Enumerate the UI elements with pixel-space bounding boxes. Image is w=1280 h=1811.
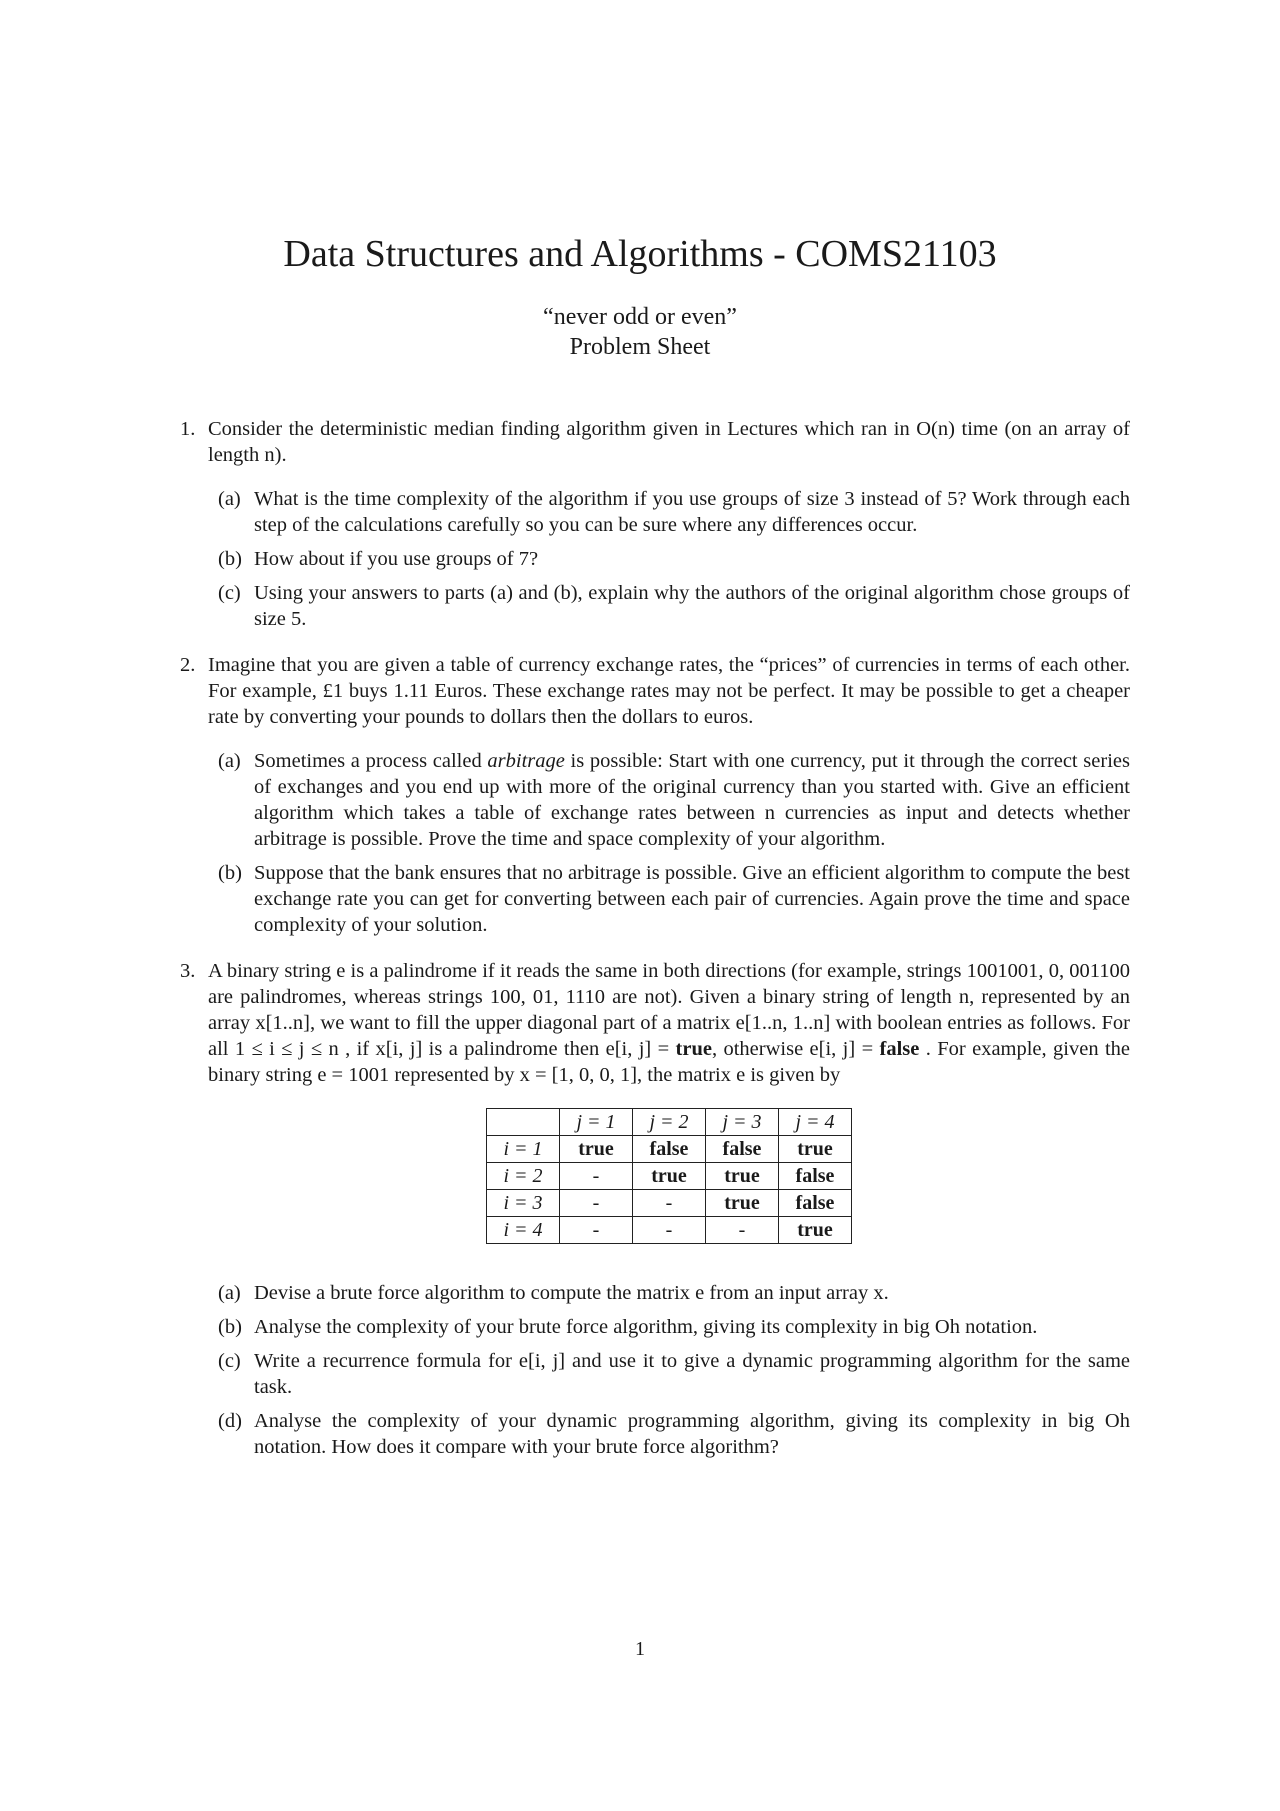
part-label: (d) bbox=[218, 1410, 242, 1432]
row-header: i = 1 bbox=[487, 1136, 560, 1163]
part-text: Analyse the complexity of your dynamic programming algorithm, giving its complexity in big Oh notation. How does it compare with your brute force algorithm? bbox=[254, 1410, 1130, 1458]
table-cell: - bbox=[706, 1217, 779, 1244]
question-part bbox=[218, 1408, 1130, 1460]
table-cell: - bbox=[560, 1163, 633, 1190]
part-label: (c) bbox=[218, 582, 241, 604]
part-text: Using your answers to parts (a) and (b), explain why the authors of the original algorithm chose groups of size 5. bbox=[254, 582, 1130, 630]
table-cell: - bbox=[560, 1190, 633, 1217]
table-row bbox=[487, 1136, 852, 1163]
part-text: Analyse the complexity of your brute force algorithm, giving its complexity in big Oh notation. bbox=[254, 1316, 1038, 1338]
page-number: 1 bbox=[635, 1638, 645, 1660]
part-label: (a) bbox=[218, 1282, 241, 1304]
question-part bbox=[218, 580, 1130, 632]
subtitle-sheet: Problem Sheet bbox=[569, 334, 711, 360]
part-text: Write a recurrence formula for e[i, j] and use it to give a dynamic programming algorithm for the same task. bbox=[254, 1350, 1130, 1398]
column-header: j = 2 bbox=[633, 1109, 706, 1136]
table-row bbox=[487, 1163, 852, 1190]
table-cell: - bbox=[633, 1190, 706, 1217]
table-cell: false bbox=[706, 1136, 779, 1163]
part-label: (b) bbox=[218, 1316, 242, 1338]
part-label: (b) bbox=[218, 548, 242, 570]
table-corner-cell bbox=[487, 1109, 560, 1136]
bold-true: true bbox=[675, 1038, 712, 1060]
row-header: i = 2 bbox=[487, 1163, 560, 1190]
column-header: j = 4 bbox=[779, 1109, 852, 1136]
part-text-emphasis: arbitrage bbox=[487, 750, 565, 772]
question-number: 3. bbox=[180, 960, 196, 982]
document-title: Data Structures and Algorithms - COMS21103 bbox=[283, 233, 997, 275]
table-cell: false bbox=[779, 1163, 852, 1190]
table-cell: true bbox=[779, 1136, 852, 1163]
part-label: (a) bbox=[218, 488, 241, 510]
subtitle bbox=[0, 302, 1280, 362]
question-text: Consider the deterministic median finding algorithm given in Lectures which ran in O(n) time (on an array of length n). bbox=[208, 418, 1130, 466]
question-text-3: . For example, given the binary string e = 1001 represented by x = [1, 0, 0, 1], the matrix e is given by bbox=[208, 1038, 1130, 1086]
table-cell: true bbox=[779, 1217, 852, 1244]
column-header: j = 1 bbox=[560, 1109, 633, 1136]
question-number: 1. bbox=[180, 418, 196, 440]
subtitle-quote: “never odd or even” bbox=[543, 304, 737, 330]
table-row bbox=[487, 1190, 852, 1217]
part-label: (a) bbox=[218, 750, 241, 772]
table-cell: - bbox=[633, 1217, 706, 1244]
table-cell: true bbox=[706, 1190, 779, 1217]
question-part bbox=[218, 546, 1130, 572]
question-part bbox=[218, 860, 1130, 938]
table-header-row bbox=[487, 1109, 852, 1136]
question-part bbox=[218, 486, 1130, 538]
part-text: Devise a brute force algorithm to compute the matrix e from an input array x. bbox=[254, 1282, 889, 1304]
part-text: Suppose that the bank ensures that no arbitrage is possible. Give an efficient algorithm to compute the best exchange rate you can get for converting between each pair of currencies. Again prove the time and space complexity of your solution. bbox=[254, 862, 1130, 936]
row-header: i = 3 bbox=[487, 1190, 560, 1217]
question-3 bbox=[180, 958, 1130, 1460]
question-text-2: , otherwise e[i, j] = bbox=[711, 1038, 880, 1060]
problem-list bbox=[180, 416, 1130, 1468]
table-cell: true bbox=[633, 1163, 706, 1190]
question-part bbox=[218, 1314, 1130, 1340]
part-text-post: is possible: Start with one currency, put it through the correct series of exchanges and you end up with more of the original currency than you started with. Give an efficient algorithm which takes a table of exchange rates between n currencies as input and detects whether arbitrage is possible. Prove the time and space complexity of your algorithm. bbox=[254, 750, 1130, 850]
question-text: Imagine that you are given a table of currency exchange rates, the “prices” of currencies in terms of each other. For example, £1 buys 1.11 Euros. These exchange rates may not be perfect. It may be possible to get a cheaper rate by converting your pounds to dollars then the dollars to euros. bbox=[208, 654, 1130, 728]
bold-false: false bbox=[879, 1038, 920, 1060]
table-cell: - bbox=[560, 1217, 633, 1244]
column-header: j = 3 bbox=[706, 1109, 779, 1136]
part-text-pre: Sometimes a process called bbox=[254, 750, 488, 772]
question-parts bbox=[218, 748, 1130, 938]
palindrome-matrix-table bbox=[486, 1108, 852, 1244]
question-text bbox=[208, 958, 1130, 1088]
question-2 bbox=[180, 652, 1130, 938]
question-1 bbox=[180, 416, 1130, 632]
question-parts bbox=[218, 1280, 1130, 1460]
row-header: i = 4 bbox=[487, 1217, 560, 1244]
part-label: (c) bbox=[218, 1350, 241, 1372]
part-text: What is the time complexity of the algorithm if you use groups of size 3 instead of 5? Work through each step of the calculations carefully so you can be sure where any differences occur. bbox=[254, 488, 1130, 536]
question-parts bbox=[218, 486, 1130, 632]
question-part bbox=[218, 748, 1130, 852]
table-cell: true bbox=[706, 1163, 779, 1190]
question-number: 2. bbox=[180, 654, 196, 676]
part-text: How about if you use groups of 7? bbox=[254, 548, 539, 570]
part-label: (b) bbox=[218, 862, 242, 884]
question-text-1: A binary string e is a palindrome if it reads the same in both directions (for example, strings 1001001, 0, 001100 are palindromes, whereas strings 100, 01, 1110 are not). Given a binary string of length n, represented by an array x[1..n], we want to fill the upper diagonal part of a matrix e[1..n, 1..n] with boolean entries as follows. For all 1 ≤ i ≤ j ≤ n , if x[i, j] is a palindrome then e[i, j] = bbox=[208, 960, 1130, 1060]
table-cell: true bbox=[560, 1136, 633, 1163]
table-row bbox=[487, 1217, 852, 1244]
question-part bbox=[218, 1348, 1130, 1400]
question-part bbox=[218, 1280, 1130, 1306]
table-cell: false bbox=[779, 1190, 852, 1217]
table-cell: false bbox=[633, 1136, 706, 1163]
